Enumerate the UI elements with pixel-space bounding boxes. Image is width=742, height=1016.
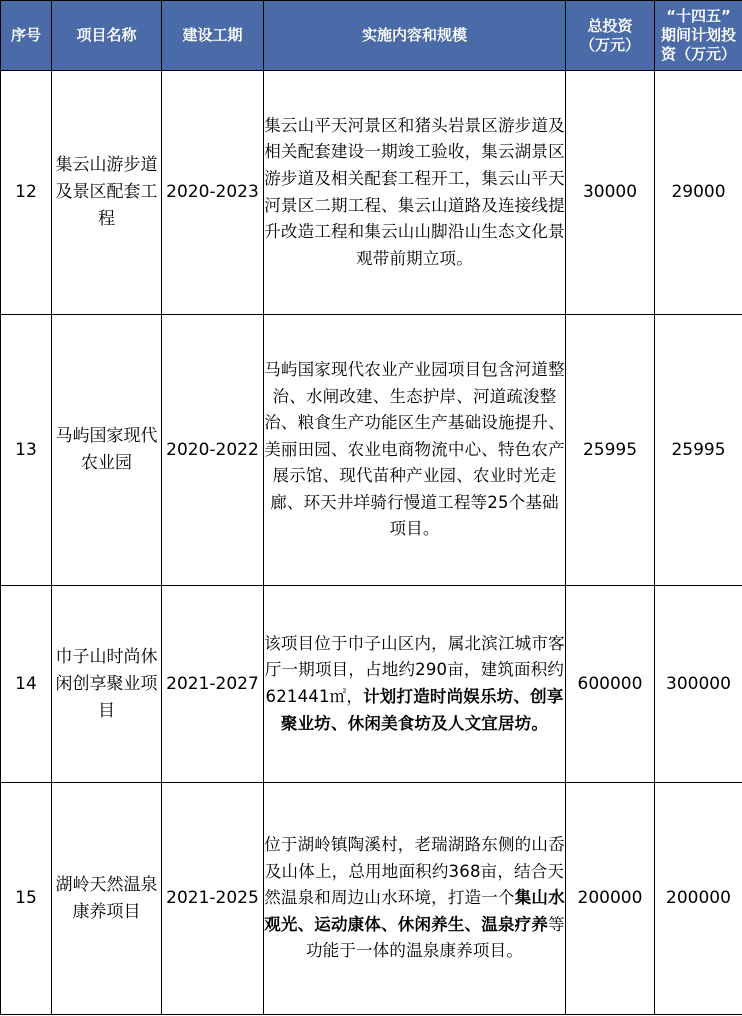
table-row (1, 783, 742, 1015)
cell-period: 2021-2027 (162, 586, 264, 783)
cell-total-investment: 600000 (566, 586, 655, 783)
cell-content (264, 71, 566, 315)
cell-total-investment: 25995 (566, 315, 655, 586)
col-header-plan-investment-line: 资（万元） (660, 45, 736, 63)
content-emphasis-text: 计划打造时尚娱乐坊、创享聚业坊、休闲美食坊及人文宜居坊。 (280, 687, 564, 733)
cell-project-name: 湖岭天然温泉康养项目 (52, 783, 162, 1015)
col-header-plan-investment-line: “十四五” (666, 7, 731, 25)
content-text: 位于湖岭镇陶溪村，老瑞湖路东侧的山岙及山体上，总用地面积约368亩，结合天然温泉和周边山水环境，打造一个 (264, 835, 565, 908)
col-header-total-investment (566, 1, 655, 71)
cell-total-investment: 30000 (566, 71, 655, 315)
table-row (1, 586, 742, 783)
col-header-total-investment-line: 总投资 (587, 16, 633, 35)
table-body (1, 71, 742, 1015)
cell-project-name: 马屿国家现代农业园 (52, 315, 162, 586)
cell-plan-investment: 300000 (655, 586, 742, 783)
table-row (1, 71, 742, 315)
cell-plan-investment: 25995 (655, 315, 742, 586)
col-header-plan-investment (655, 1, 742, 71)
table-row (1, 315, 742, 586)
table-header (1, 1, 742, 71)
col-header-name: 项目名称 (52, 1, 162, 71)
cell-index: 12 (1, 71, 52, 315)
cell-period: 2021-2025 (162, 783, 264, 1015)
cell-content (264, 586, 566, 783)
col-header-total-investment-line: （万元） (579, 35, 640, 54)
header-row (1, 1, 742, 71)
cell-project-name: 集云山游步道及景区配套工程 (52, 71, 162, 315)
cell-content (264, 315, 566, 586)
cell-plan-investment: 200000 (655, 783, 742, 1015)
cell-period: 2020-2022 (162, 315, 264, 586)
col-header-index: 序号 (1, 1, 52, 71)
cell-index: 13 (1, 315, 52, 586)
content-text: 该项目位于巾子山区内，属北滨江城市客厅一期项目，占地约290亩，建筑面积约621441㎡， (264, 633, 565, 706)
col-header-period: 建设工期 (162, 1, 264, 71)
cell-project-name: 巾子山时尚休闲创享聚业项目 (52, 586, 162, 783)
cell-index: 14 (1, 586, 52, 783)
cell-period: 2020-2023 (162, 71, 264, 315)
cell-plan-investment: 29000 (655, 71, 742, 315)
col-header-plan-investment-line: 期间计划投 (660, 26, 736, 44)
cell-content (264, 783, 566, 1015)
col-header-content: 实施内容和规模 (264, 1, 566, 71)
content-text: 等功能于一体的温泉康养项目。 (305, 914, 565, 961)
content-text: 马屿国家现代农业产业园项目包含河道整治、水闸改建、生态护岸、河道疏浚整治、粮食生产功能区生产基础设施提升、美丽田园、农业电商物流中心、特色农产展示馆、现代苗种产业园、农业时光走廊、环天井垟骑行慢道工程等25个基础项目。 (264, 359, 565, 539)
cell-index: 15 (1, 783, 52, 1015)
cell-total-investment: 200000 (566, 783, 655, 1015)
content-emphasis-text: 集山水观光、运动康体、休闲养生、温泉疗养 (264, 888, 565, 934)
content-text: 集云山平天河景区和猪头岩景区游步道及相关配套建设一期竣工验收，集云湖景区游步道及相关配套工程开工，集云山平天河景区二期工程、集云山道路及连接线提升改造工程和集云山山脚沿山生态文化景观带前期立项。 (264, 115, 565, 268)
